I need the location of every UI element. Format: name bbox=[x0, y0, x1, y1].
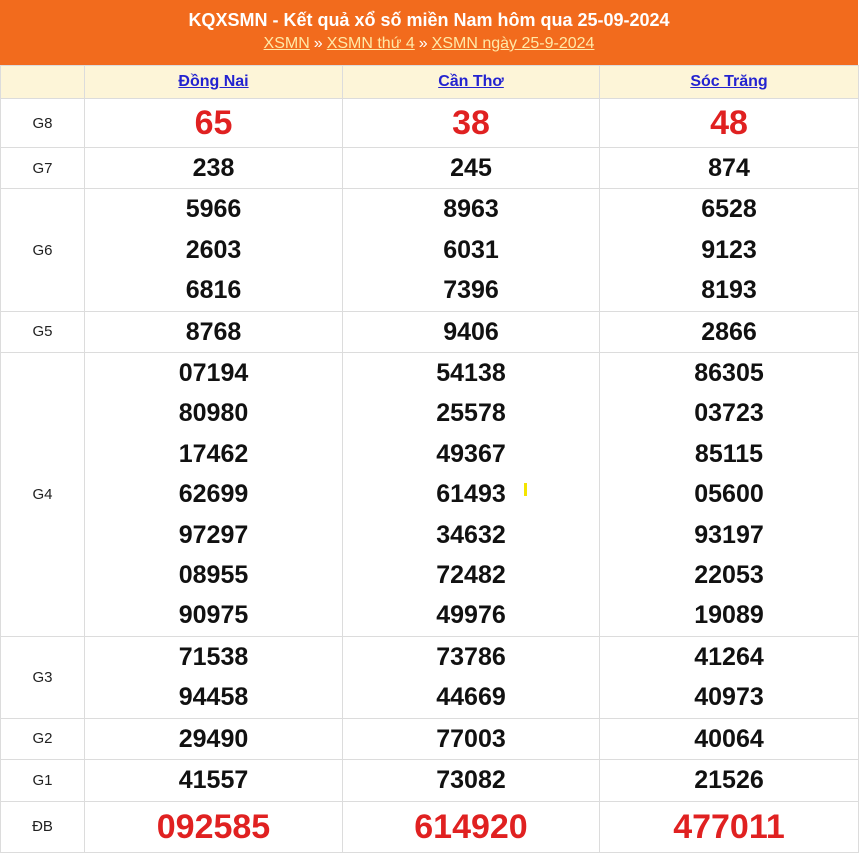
prize-cell bbox=[600, 311, 859, 352]
prize-cell bbox=[343, 801, 600, 852]
prize-number: 22053 bbox=[694, 561, 764, 590]
prize-cell bbox=[85, 311, 343, 352]
highlight-marker bbox=[524, 483, 527, 496]
prize-number: 54138 bbox=[436, 359, 506, 388]
prize-row bbox=[1, 760, 859, 801]
prize-cell bbox=[85, 801, 343, 852]
prize-number: 94458 bbox=[178, 683, 249, 712]
prize-cell bbox=[343, 99, 600, 148]
breadcrumb-separator: » bbox=[313, 35, 323, 52]
prize-number: 03723 bbox=[694, 399, 764, 428]
results-table bbox=[0, 65, 859, 853]
prize-number: 245 bbox=[450, 154, 492, 182]
prize-number: 25578 bbox=[436, 399, 506, 428]
prize-number: 07194 bbox=[178, 359, 249, 388]
prize-cell bbox=[600, 760, 859, 801]
province-header bbox=[85, 66, 343, 99]
province-link-can-tho[interactable]: Cần Thơ bbox=[438, 73, 504, 90]
prize-cell bbox=[600, 801, 859, 852]
prize-cell bbox=[600, 189, 859, 311]
province-link-soc-trang[interactable]: Sóc Trăng bbox=[690, 73, 768, 90]
corner-cell bbox=[1, 66, 85, 99]
prize-cell bbox=[600, 148, 859, 189]
prize-cell bbox=[85, 760, 343, 801]
prize-number: 77003 bbox=[436, 724, 506, 753]
prize-number: 38 bbox=[452, 104, 490, 142]
prize-number: 71538 bbox=[178, 642, 249, 671]
prize-number: 6528 bbox=[701, 195, 757, 224]
prize-number: 41557 bbox=[178, 766, 249, 795]
prize-number: 86305 bbox=[694, 359, 764, 388]
prize-cell bbox=[85, 148, 343, 189]
prize-cell bbox=[85, 189, 343, 311]
prize-number: 49976 bbox=[436, 601, 506, 630]
prize-label: G3 bbox=[1, 636, 85, 718]
prize-number: 05600 bbox=[694, 480, 764, 509]
prize-label: G8 bbox=[1, 99, 85, 148]
prize-number: 8768 bbox=[185, 317, 242, 346]
prize-number: 6816 bbox=[185, 276, 242, 305]
prize-label: ĐB bbox=[1, 801, 85, 852]
prize-cell bbox=[600, 718, 859, 759]
prize-cell bbox=[85, 353, 343, 637]
prize-label: G6 bbox=[1, 189, 85, 311]
prize-cell bbox=[343, 636, 600, 718]
prize-number: 9406 bbox=[443, 317, 499, 346]
prize-cell bbox=[85, 636, 343, 718]
prize-cell bbox=[343, 718, 600, 759]
prize-cell bbox=[600, 99, 859, 148]
prize-number: 7396 bbox=[443, 276, 499, 305]
prize-cell bbox=[85, 99, 343, 148]
prize-number: 73082 bbox=[436, 766, 506, 795]
prize-number: 34632 bbox=[436, 520, 506, 549]
prize-label: G4 bbox=[1, 353, 85, 637]
prize-number: 238 bbox=[192, 154, 235, 182]
prize-cell bbox=[600, 353, 859, 637]
prize-row bbox=[1, 148, 859, 189]
prize-row bbox=[1, 311, 859, 352]
prize-number: 614920 bbox=[414, 807, 528, 846]
prize-number: 2866 bbox=[701, 317, 757, 346]
prize-row bbox=[1, 718, 859, 759]
prize-number: 6031 bbox=[443, 235, 499, 264]
prize-label: G7 bbox=[1, 148, 85, 189]
prize-number: 41264 bbox=[694, 642, 764, 671]
breadcrumb-xsmn-thu4[interactable]: XSMN thứ 4 bbox=[326, 35, 415, 52]
prize-number: 874 bbox=[708, 154, 750, 182]
prize-number: 48 bbox=[710, 104, 748, 142]
prize-row bbox=[1, 189, 859, 311]
page-title: KQXSMN - Kết quả xổ số miền Nam hôm qua 25-09-2024 bbox=[188, 10, 670, 30]
prize-number: 29490 bbox=[178, 724, 249, 753]
prize-number: 8963 bbox=[443, 195, 499, 224]
province-header bbox=[600, 66, 859, 99]
prize-number: 5966 bbox=[185, 195, 242, 224]
breadcrumb-separator: » bbox=[418, 35, 428, 52]
province-link-dong-nai[interactable]: Đồng Nai bbox=[178, 73, 249, 90]
prize-number: 80980 bbox=[178, 399, 249, 428]
prize-number: 44669 bbox=[436, 683, 506, 712]
prize-number: 65 bbox=[194, 104, 233, 142]
breadcrumb-xsmn-date[interactable]: XSMN ngày 25-9-2024 bbox=[431, 35, 595, 52]
prize-number: 72482 bbox=[436, 561, 506, 590]
prize-number: 85115 bbox=[694, 439, 764, 468]
prize-number: 8193 bbox=[701, 276, 757, 305]
prize-number: 19089 bbox=[694, 601, 764, 630]
province-header bbox=[343, 66, 600, 99]
prize-cell bbox=[343, 148, 600, 189]
prize-number: 61493 bbox=[436, 480, 506, 509]
prize-number: 092585 bbox=[156, 807, 271, 846]
prize-number: 97297 bbox=[178, 520, 249, 549]
prize-label: G5 bbox=[1, 311, 85, 352]
breadcrumb bbox=[0, 32, 858, 56]
prize-body bbox=[1, 99, 859, 853]
breadcrumb-xsmn[interactable]: XSMN bbox=[263, 35, 310, 52]
prize-cell bbox=[343, 189, 600, 311]
prize-number: 17462 bbox=[178, 439, 249, 468]
results-header bbox=[0, 0, 858, 65]
prize-row bbox=[1, 636, 859, 718]
prize-label: G2 bbox=[1, 718, 85, 759]
prize-cell bbox=[600, 636, 859, 718]
prize-number: 2603 bbox=[185, 235, 242, 264]
province-header-row bbox=[1, 66, 859, 99]
prize-cell bbox=[85, 718, 343, 759]
prize-number: 49367 bbox=[436, 439, 506, 468]
prize-row bbox=[1, 801, 859, 852]
prize-number: 62699 bbox=[178, 480, 249, 509]
prize-label: G1 bbox=[1, 760, 85, 801]
prize-number: 08955 bbox=[178, 561, 249, 590]
prize-row bbox=[1, 353, 859, 637]
prize-row bbox=[1, 99, 859, 148]
prize-number: 40973 bbox=[694, 683, 764, 712]
prize-cell bbox=[343, 760, 600, 801]
prize-number: 73786 bbox=[436, 642, 506, 671]
prize-number: 21526 bbox=[694, 766, 764, 795]
prize-cell bbox=[343, 311, 600, 352]
prize-number: 40064 bbox=[694, 724, 764, 753]
prize-number: 9123 bbox=[701, 235, 757, 264]
prize-cell bbox=[343, 353, 600, 637]
prize-number: 93197 bbox=[694, 520, 764, 549]
prize-number: 477011 bbox=[673, 807, 785, 846]
prize-number: 90975 bbox=[178, 601, 249, 630]
